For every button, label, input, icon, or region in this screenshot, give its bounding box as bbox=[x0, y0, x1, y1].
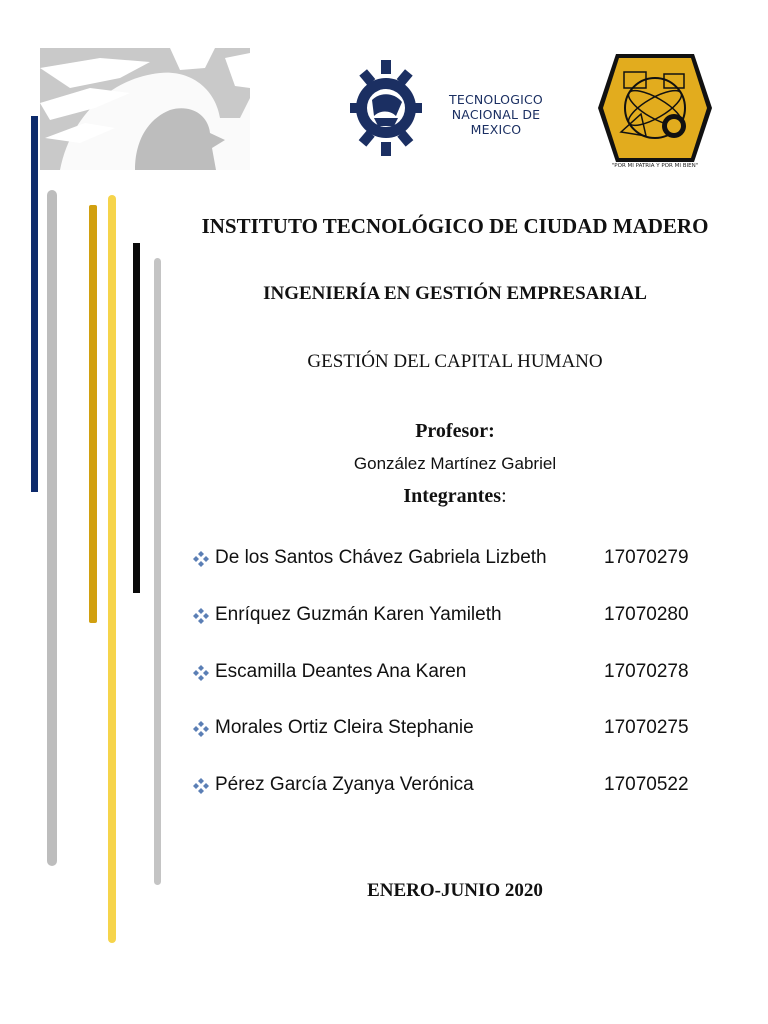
decorative-bar-black bbox=[133, 243, 140, 593]
decorative-bar-gray-2 bbox=[154, 258, 161, 885]
member-name: Pérez García Zyanya Verónica bbox=[215, 774, 474, 795]
member-id: 17070278 bbox=[604, 661, 689, 682]
members-label: Integrantes bbox=[403, 485, 502, 507]
diamond-bullet-icon bbox=[192, 550, 210, 568]
member-id: 17070275 bbox=[604, 717, 689, 738]
member-row bbox=[192, 774, 712, 800]
decorative-bar-navy bbox=[31, 116, 38, 492]
diamond-bullet-icon bbox=[192, 777, 210, 795]
member-name: Morales Ortiz Cleira Stephanie bbox=[215, 717, 474, 738]
decorative-bar-gold bbox=[89, 205, 97, 623]
decorative-bar-gray bbox=[47, 190, 57, 866]
member-name: De los Santos Chávez Gabriela Lizbeth bbox=[215, 547, 547, 568]
member-name: Escamilla Deantes Ana Karen bbox=[215, 661, 467, 682]
member-id: 17070280 bbox=[604, 604, 689, 625]
subject-title: GESTIÓN DEL CAPITAL HUMANO bbox=[307, 351, 603, 372]
institution-logo-line1: TECNOLOGICO bbox=[449, 92, 543, 107]
career-title: INGENIERÍA EN GESTIÓN EMPRESARIAL bbox=[263, 283, 647, 304]
member-row bbox=[192, 604, 712, 630]
member-row bbox=[192, 717, 712, 743]
institute-seal-icon bbox=[596, 52, 714, 164]
seal-motto: "POR MI PATRIA Y POR MI BIEN" bbox=[611, 163, 699, 169]
member-id: 17070279 bbox=[604, 547, 689, 568]
institute-title: INSTITUTO TECNOLÓGICO DE CIUDAD MADERO bbox=[201, 214, 709, 238]
period-label: ENERO-JUNIO 2020 bbox=[367, 880, 543, 901]
member-name: Enríquez Guzmán Karen Yamileth bbox=[215, 604, 502, 625]
members-colon: : bbox=[501, 485, 507, 507]
diamond-bullet-icon bbox=[192, 664, 210, 682]
eagle-warrior-banner-icon bbox=[40, 48, 250, 170]
diamond-bullet-icon bbox=[192, 607, 210, 625]
institution-logo-line2: NACIONAL DE MEXICO bbox=[451, 107, 541, 137]
professor-name: González Martínez Gabriel bbox=[353, 454, 557, 473]
member-id: 17070522 bbox=[604, 774, 689, 795]
decorative-bar-yellow bbox=[108, 195, 116, 943]
gear-logo-icon bbox=[350, 56, 422, 160]
member-row bbox=[192, 547, 712, 573]
institution-logo-text bbox=[426, 92, 566, 137]
members-heading bbox=[170, 485, 740, 508]
professor-label: Profesor: bbox=[415, 420, 495, 442]
diamond-bullet-icon bbox=[192, 720, 210, 738]
member-row bbox=[192, 661, 712, 687]
